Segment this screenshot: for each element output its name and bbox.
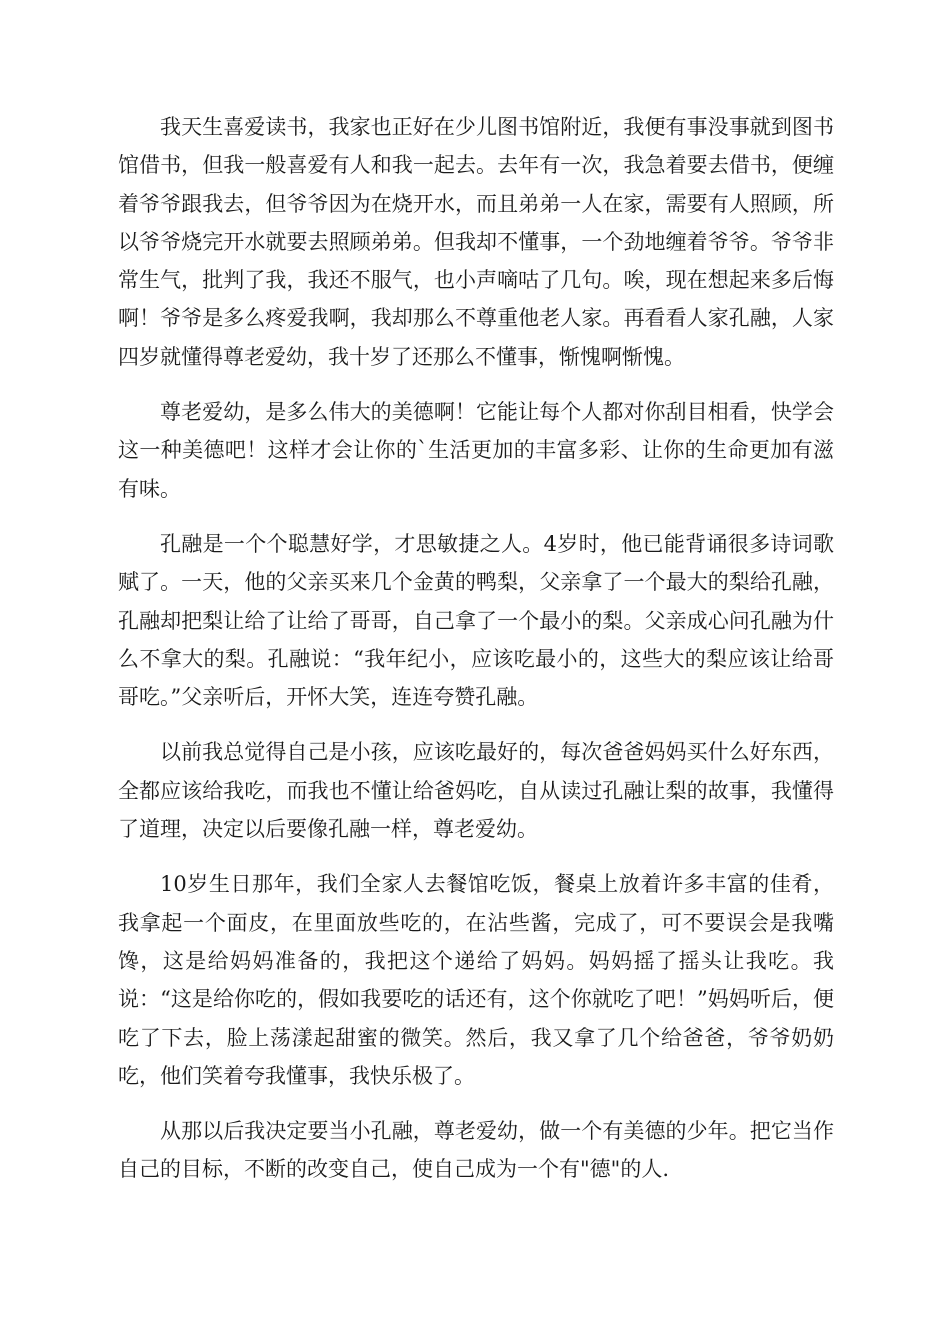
- paragraph-5: 10岁生日那年，我们全家人去餐馆吃饭，餐桌上放着许多丰富的佳肴，我拿起一个面皮，在里面放些吃的，在沾些酱，完成了，可不要误会是我嘴馋，这是给妈妈准备的，我把这个递给了妈妈。妈妈摇了摇头让我吃。我说：“这是给你吃的，假如我要吃的话还有，这个你就吃了吧！”妈妈听后，便吃了下去，脸上荡漾起甜蜜的微笑。然后，我又拿了几个给爸爸，爷爷奶奶吃，他们笑着夸我懂事，我快乐极了。: [118, 872, 834, 1088]
- paragraph-2: 尊老爱幼，是多么伟大的美德啊！它能让每个人都对你刮目相看，快学会这一种美德吧！这样才会让你的`生活更加的丰富多彩、让你的生命更加有滋有味。: [118, 400, 834, 501]
- paragraph-6: 从那以后我决定要当小孔融，尊老爱幼，做一个有美德的少年。把它当作自己的目标，不断的改变自己，使自己成为一个有"德"的人.: [118, 1119, 834, 1182]
- document-body: [118, 108, 834, 1189]
- paragraph-1: 我天生喜爱读书，我家也正好在少儿图书馆附近，我便有事没事就到图书馆借书，但我一般喜爱有人和我一起去。去年有一次，我急着要去借书，便缠着爷爷跟我去，但爷爷因为在烧开水，而且弟弟一人在家，需要有人照顾，所以爷爷烧完开水就要去照顾弟弟。但我却不懂事，一个劲地缠着爷爷。爷爷非常生气，批判了我，我还不服气，也小声嘀咕了几句。唉，现在想起来多后悔啊！爷爷是多么疼爱我啊，我却那么不尊重他老人家。再看看人家孔融，人家四岁就懂得尊老爱幼，我十岁了还那么不懂事，惭愧啊惭愧。: [118, 115, 834, 369]
- paragraph-3: 孔融是一个个聪慧好学，才思敏捷之人。4岁时，他已能背诵很多诗词歌赋了。一天，他的父亲买来几个金黄的鸭梨，父亲拿了一个最大的梨给孔融，孔融却把梨让给了让给了哥哥，自己拿了一个最小的梨。父亲成心问孔融为什么不拿大的梨。孔融说：“我年纪小，应该吃最小的，这些大的梨应该让给哥哥吃。”父亲听后，开怀大笑，连连夸赞孔融。: [118, 531, 834, 710]
- paragraph-4: 以前我总觉得自己是小孩，应该吃最好的，每次爸爸妈妈买什么好东西，全都应该给我吃，而我也不懂让给爸妈吃，自从读过孔融让梨的故事，我懂得了道理，决定以后要像孔融一样，尊老爱幼。: [118, 740, 834, 842]
